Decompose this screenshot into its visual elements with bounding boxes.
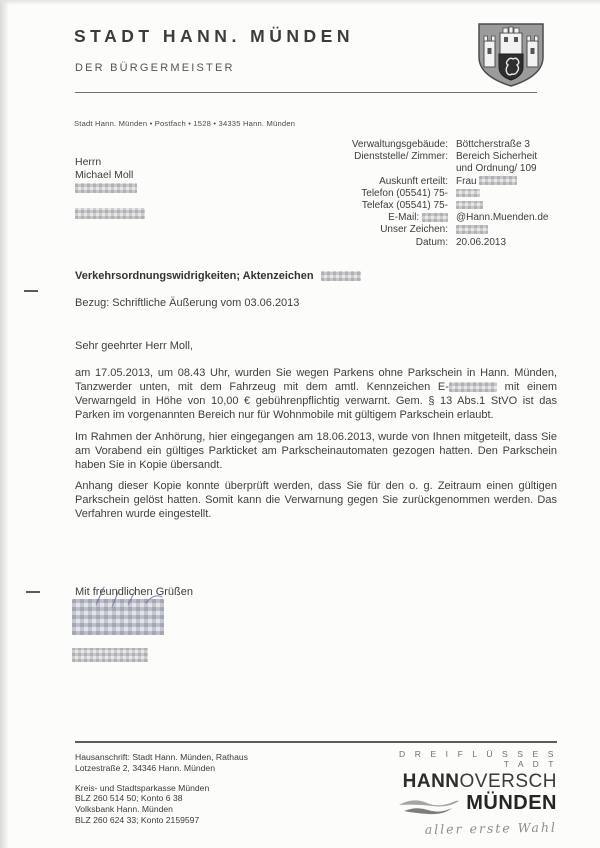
logo-slogan: aller erste Wahl: [424, 819, 558, 837]
body-paragraph-3: Anhang dieser Kopie konnte überprüft werden, dass Sie für den o. g. Zeitraum einen gültigen Parkschein gelöst hatten. Somit kann die Verwarnung gegen Sie zurückgenommen werden. Das Verfahren wurde eingestellt.: [75, 480, 557, 520]
body-paragraph-1: am 17.05.2013, um 08.43 Uhr, wurden Sie wegen Parkens ohne Parkschein in Hann. Münden, Tanzwerder unten, mit dem Fahrzeug mit dem amtl. Kennzeichen E- mit einem Verwarngeld in Höhe von 10,00 € gebührenpflichtig verwarnt. Gem. § 13 Abs.1 StVO ist das Parken im vorgenannten Bereich nur für Wohnmobile mit gültigem Parkschein erlaubt.: [75, 367, 557, 421]
signature-redacted: [72, 599, 164, 635]
signer-name-redacted: [72, 648, 148, 662]
info-row-phone: Telefon (05541) 75-: [318, 188, 558, 200]
our-reference-redacted: [456, 225, 488, 234]
info-row-email: E-Mail: @Hann.Muenden.de: [388, 212, 549, 224]
phone-extension-redacted: [456, 189, 480, 197]
wave-icon: [398, 799, 460, 820]
info-row-fax: Telefax (05541) 75-: [318, 200, 558, 212]
fax-extension-redacted: [456, 201, 483, 209]
body-salutation: Sehr geehrter Herr Moll,: [75, 340, 193, 352]
recipient-street-redacted: [75, 183, 137, 193]
logo-muenden: MÜNDEN: [466, 792, 557, 814]
case-number-redacted: [321, 271, 361, 281]
recipient-name: Michael Moll: [75, 169, 134, 181]
info-row-department: Dienststelle/ Zimmer: Bereich Sicherheit: [354, 151, 538, 163]
return-address-line: Stadt Hann. Münden • Postfach • 1528 • 34335 Hann. Münden: [74, 119, 296, 128]
logo-hannoversch: HANNOVERSCH: [402, 771, 557, 792]
body-paragraph-2: Im Rahmen der Anhörung, hier eingegangen am 18.06.2013, wurde von Ihnen mitgeteilt, dass Sie am Vorabend ein gültiges Parkticket am Parkscheinautomaten gezogen hatten. Den Parkschein haben Sie in Kopie übersandt.: [75, 431, 557, 471]
city-logo: [396, 749, 557, 836]
contact-person-redacted: [479, 176, 517, 185]
scan-edge-shadow: [0, 0, 9, 848]
recipient-address-block: [75, 156, 145, 220]
fold-mark-top: [24, 290, 38, 292]
footer-rule: [75, 741, 557, 743]
email-local-redacted: [422, 213, 448, 222]
info-row-reference: Unser Zeichen:: [318, 224, 558, 236]
info-row-date: Datum: 20.06.2013: [415, 236, 507, 248]
recipient-city-redacted: [75, 208, 145, 219]
info-row-department2: und Ordnung/ 109: [456, 163, 537, 175]
footer-bank-line1: Kreis- und Stadtsparkasse Münden: [75, 782, 210, 793]
subject-line: Verkehrsordnungswidrigkeiten; Aktenzeichen: [75, 270, 361, 282]
footer-bank-line2: BLZ 260 514 50; Konto 6 38: [75, 793, 183, 804]
footer-address-block: [75, 752, 248, 826]
logo-tagline-top: D R E I F L Ü S S E S T A D T: [399, 749, 557, 769]
reference-line: Bezug: Schriftliche Äußerung vom 03.06.2013: [75, 297, 300, 309]
closing-line: Mit freundlichen Grüßen: [75, 586, 193, 598]
letterhead-city-title: STADT HANN. MÜNDEN: [74, 26, 354, 46]
info-row-contact-person: Auskunft erteilt: Frau: [318, 176, 558, 188]
recipient-salutation: Herrn: [75, 156, 102, 168]
header-rule: [75, 92, 537, 93]
fold-mark-bottom: [26, 591, 40, 593]
footer-bank-line4: BLZ 260 624 33; Konto 2159597: [75, 814, 200, 825]
coat-of-arms-icon: [476, 21, 546, 94]
letterhead-office: DER BÜRGERMEISTER: [75, 62, 235, 74]
scan-edge-shadow-top: [0, 0, 600, 5]
license-plate-redacted: [449, 382, 497, 392]
footer-address-line1: Hausanschrift: Stadt Hann. Münden, Rathaus: [75, 752, 248, 762]
contact-info-block: [318, 139, 558, 249]
footer-address-line2: Lotzestraße 2, 34346 Hann. Münden: [75, 762, 215, 773]
info-row-building: Verwaltungsgebäude: Böttcherstraße 3: [351, 139, 530, 150]
footer-bank-line3: Volksbank Hann. Münden: [75, 804, 173, 815]
